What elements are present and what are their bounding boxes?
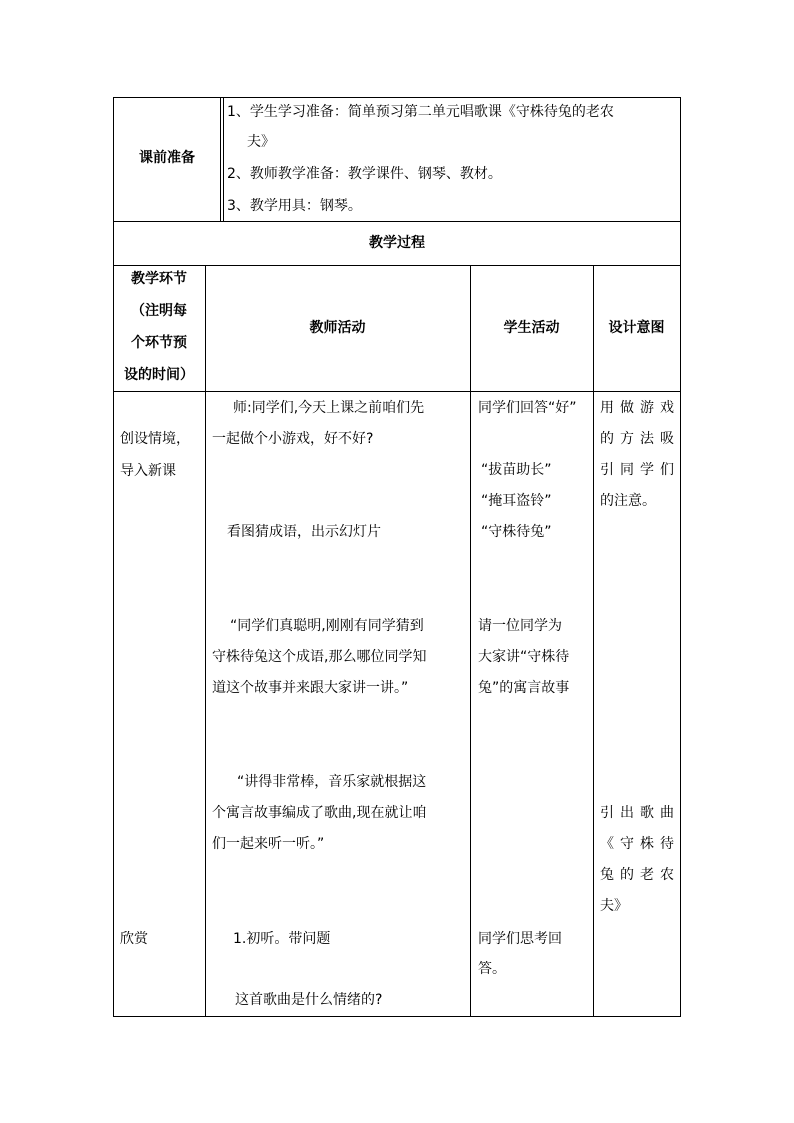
teacher-text-11: 这首歌曲是什么情绪的? bbox=[235, 992, 383, 1008]
table-border-bottom bbox=[113, 1016, 681, 1017]
student-text-8: 同学们思考回 bbox=[478, 931, 562, 947]
teacher-text-3: 看图猜成语，出示幻灯片 bbox=[227, 524, 381, 540]
header-student: 学生活动 bbox=[503, 320, 560, 336]
student-text-6: 大家讲“守株待 bbox=[478, 649, 570, 665]
prep-item-1-cont: 夫》 bbox=[247, 134, 275, 150]
teacher-text-5: 守株待兔这个成语,那么哪位同学知 bbox=[212, 649, 427, 665]
design-text-2: 的方法吸 bbox=[600, 431, 674, 447]
design-text-7: 兔的老农 bbox=[600, 867, 674, 883]
design-text-8: 夫》 bbox=[600, 898, 628, 914]
teacher-text-1: 师:同学们,今天上课之前咱们先 bbox=[233, 400, 425, 416]
stage-2: 欣赏 bbox=[120, 931, 148, 947]
prep-item-3: 3、教学用具：钢琴。 bbox=[227, 198, 362, 214]
teacher-text-8: 个寓言故事编成了歌曲,现在就让咱 bbox=[212, 805, 427, 821]
student-text-2: “拔苗助长” bbox=[481, 462, 552, 478]
header-stage-line-4: 设的时间） bbox=[124, 367, 194, 383]
stage-1-line-1: 创设情境， bbox=[120, 431, 190, 447]
design-text-1: 用做游戏 bbox=[600, 400, 674, 416]
header-stage-line-1: 教学环节 bbox=[131, 271, 187, 287]
stage-1-line-2: 导入新课 bbox=[120, 463, 176, 479]
header-stage-line-3: 个环节预 bbox=[131, 335, 187, 351]
row-divider-prep bbox=[113, 221, 681, 222]
student-text-5: 请一位同学为 bbox=[478, 618, 562, 634]
teacher-text-6: 道这个故事并来跟大家讲一讲。” bbox=[212, 680, 409, 696]
prep-item-1: 1、学生学习准备：简单预习第二单元唱歌课《守株待兔的老农 bbox=[227, 104, 614, 120]
prep-item-2: 2、教师教学准备：教学课件、钢琴、教材。 bbox=[227, 166, 502, 182]
teacher-text-2: 一起做个小游戏，好不好? bbox=[212, 431, 374, 447]
col-divider-student bbox=[593, 265, 594, 1017]
prep-divider-double-b bbox=[223, 97, 224, 221]
student-text-4: “守株待兔” bbox=[481, 524, 552, 540]
student-text-7: 兔”的寓言故事 bbox=[478, 680, 570, 696]
teacher-text-4: “同学们真聪明,刚刚有同学猜到 bbox=[230, 618, 424, 634]
student-text-1: 同学们回答“好” bbox=[478, 400, 577, 416]
design-text-3: 引同学们 bbox=[600, 462, 674, 478]
design-text-6: 《守株待 bbox=[600, 836, 674, 852]
col-divider-stage bbox=[205, 265, 206, 1017]
teacher-text-9: 们一起来听一听。” bbox=[212, 836, 325, 852]
header-teacher: 教师活动 bbox=[309, 320, 366, 336]
prep-label: 课前准备 bbox=[139, 150, 195, 166]
student-text-9: 答。 bbox=[478, 961, 506, 977]
student-text-3: “掩耳盗铃” bbox=[481, 493, 552, 509]
header-design: 设计意图 bbox=[608, 320, 665, 336]
teacher-text-7: “讲得非常棒，音乐家就根据这 bbox=[237, 774, 427, 790]
header-stage-line-2: （注明每 bbox=[131, 303, 187, 319]
row-divider-header bbox=[113, 391, 681, 392]
design-text-4: 的注意。 bbox=[600, 493, 656, 509]
teacher-text-10: 1.初听。带问题 bbox=[233, 931, 331, 947]
col-divider-teacher bbox=[470, 265, 471, 1017]
design-text-5: 引出歌曲 bbox=[600, 805, 674, 821]
process-title: 教学过程 bbox=[369, 235, 425, 251]
